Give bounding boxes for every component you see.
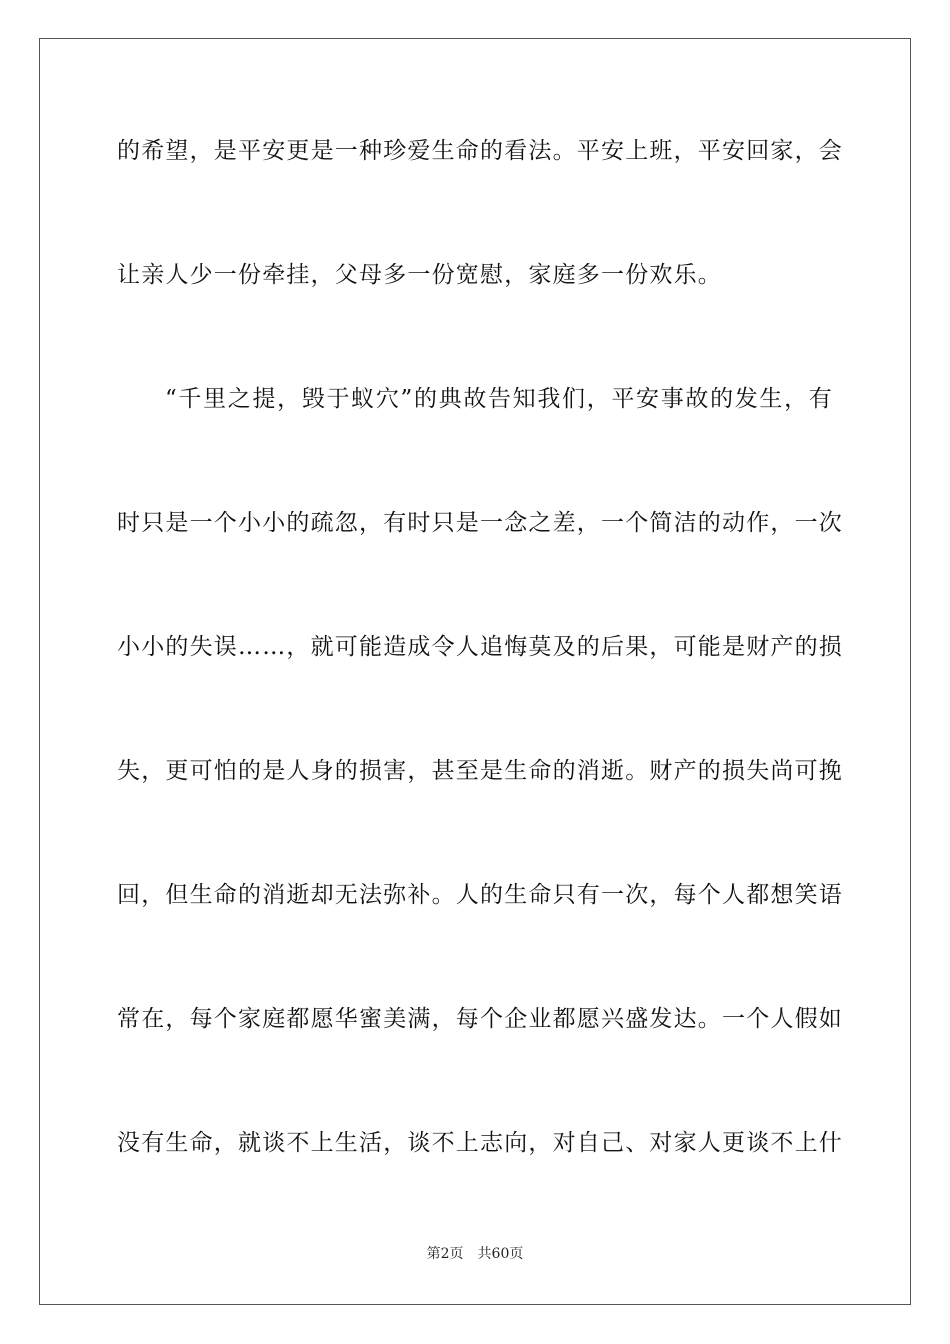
text-line-3: “千里之提，毁于蚁穴”的典故告知我们，平安事故的发生，有 (165, 386, 833, 412)
page-border (39, 38, 911, 1305)
page-footer (0, 1245, 950, 1263)
text-line-1: 的希望，是平安更是一种珍爱生命的看法。平安上班，平安回家，会 (117, 138, 843, 164)
text-line-4: 时只是一个小小的疏忽，有时只是一念之差，一个简洁的动作，一次 (117, 510, 843, 536)
text-line-8: 常在，每个家庭都愿华蜜美满，每个企业都愿兴盛发达。一个人假如 (117, 1006, 843, 1032)
text-line-2: 让亲人少一份牵挂，父母多一份宽慰，家庭多一份欢乐。 (117, 262, 722, 288)
page-number: 第2页 (426, 1246, 464, 1262)
total-pages: 共60页 (477, 1246, 524, 1262)
text-line-7: 回，但生命的消逝却无法弥补。人的生命只有一次，每个人都想笑语 (117, 882, 843, 908)
text-line-9: 没有生命，就谈不上生活，谈不上志向，对自己、对家人更谈不上什 (117, 1130, 843, 1156)
text-line-6: 失，更可怕的是人身的损害，甚至是生命的消逝。财产的损失尚可挽 (117, 758, 843, 784)
text-line-5: 小小的失误……，就可能造成令人追悔莫及的后果，可能是财产的损 (117, 634, 843, 660)
